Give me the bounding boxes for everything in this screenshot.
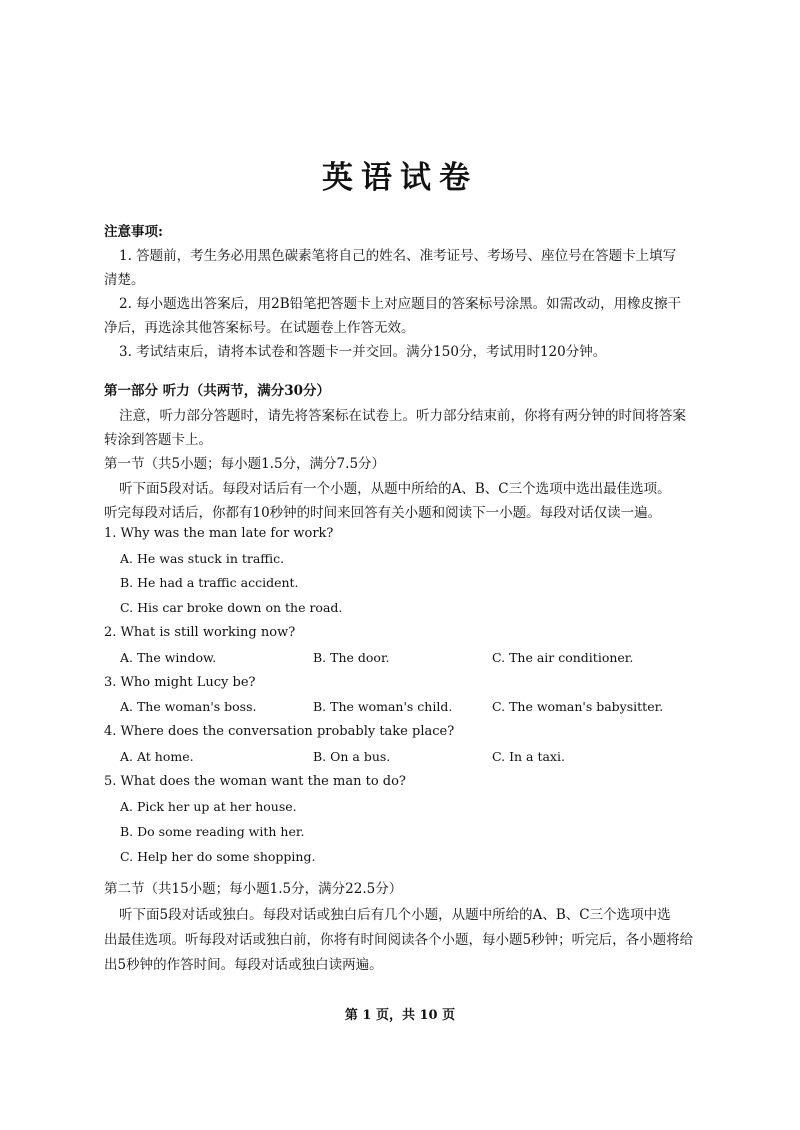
- question-3-option-b: B. The woman's child.: [313, 699, 453, 714]
- page-number-footer: 第 1 页，共 10 页: [344, 1008, 456, 1023]
- section1-instruction-line-1: 听下面5段对话。每段对话后有一个小题，从题中所给的A、B、C三个选项中选出最佳选项。: [119, 481, 671, 497]
- question-5: 5. What does the woman want the man to do?: [104, 774, 406, 789]
- question-4: 4. Where does the conversation probably take place?: [104, 724, 455, 739]
- page-title: 英语试卷: [322, 160, 478, 196]
- notice-item-2-line-2: 净后，再选涂其他答案标号。在试题卷上作答无效。: [104, 320, 415, 336]
- section1-instruction-line-2: 听完每段对话后，你都有10秒钟的时间来回答有关小题和阅读下一小题。每段对话仅读一遍。: [104, 505, 662, 521]
- question-5-option-b: B. Do some reading with her.: [120, 824, 305, 839]
- question-1: 1. Why was the man late for work?: [104, 526, 334, 541]
- question-3-option-a: A. The woman's boss.: [120, 699, 257, 714]
- question-4-option-a: A. At home.: [120, 749, 194, 764]
- question-2-option-b: B. The door.: [313, 650, 390, 665]
- notice-heading: 注意事项:: [104, 224, 163, 240]
- question-2-option-c: C. The air conditioner.: [492, 650, 634, 665]
- question-1-option-c: C. His car broke down on the road.: [120, 600, 343, 615]
- question-2-option-a: A. The window.: [120, 650, 217, 665]
- question-4-option-b: B. On a bus.: [313, 749, 391, 764]
- section2-instruction-line-2: 出最佳选项。听每段对话或独白前，你将有时间阅读各个小题，每小题5秒钟；听完后，各小题将给: [104, 932, 694, 948]
- notice-item-1-line-2: 清楚。: [104, 272, 145, 288]
- question-3-option-c: C. The woman's babysitter.: [492, 699, 664, 714]
- question-4-option-c: C. In a taxi.: [492, 749, 565, 764]
- question-3: 3. Who might Lucy be?: [104, 675, 256, 690]
- part1-note-line-1: 注意，听力部分答题时，请先将答案标在试卷上。听力部分结束前，你将有两分钟的时间将答案: [119, 408, 686, 424]
- section2-instruction-line-1: 听下面5段对话或独白。每段对话或独白后有几个小题，从题中所给的A、B、C三个选项中选: [119, 907, 671, 923]
- part1-note-line-2: 转涂到答题卡上。: [104, 432, 212, 448]
- notice-item-1-line-1: 1. 答题前，考生务必用黑色碳素笔将自己的姓名、准考证号、考场号、座位号在答题卡上填写: [119, 248, 677, 264]
- notice-item-2-line-1: 2. 每小题选出答案后，用2B铅笔把答题卡上对应题目的答案标号涂黑。如需改动，用橡皮擦干: [119, 296, 682, 312]
- section2-heading: 第二节（共15小题；每小题1.5分，满分22.5分）: [104, 881, 403, 897]
- question-1-option-a: A. He was stuck in traffic.: [120, 551, 285, 566]
- part1-heading: 第一部分 听力（共两节，满分30分）: [104, 383, 330, 399]
- notice-item-3: 3. 考试结束后，请将本试卷和答题卡一并交回。满分150分，考试用时120分钟。: [119, 344, 607, 360]
- section1-heading: 第一节（共5小题；每小题1.5分，满分7.5分）: [104, 456, 386, 472]
- question-5-option-c: C. Help her do some shopping.: [120, 849, 316, 864]
- question-1-option-b: B. He had a traffic accident.: [120, 575, 299, 590]
- section2-instruction-line-3: 出5秒钟的作答时间。每段对话或独白读两遍。: [104, 957, 383, 973]
- question-5-option-a: A. Pick her up at her house.: [120, 799, 297, 814]
- question-2: 2. What is still working now?: [104, 625, 296, 640]
